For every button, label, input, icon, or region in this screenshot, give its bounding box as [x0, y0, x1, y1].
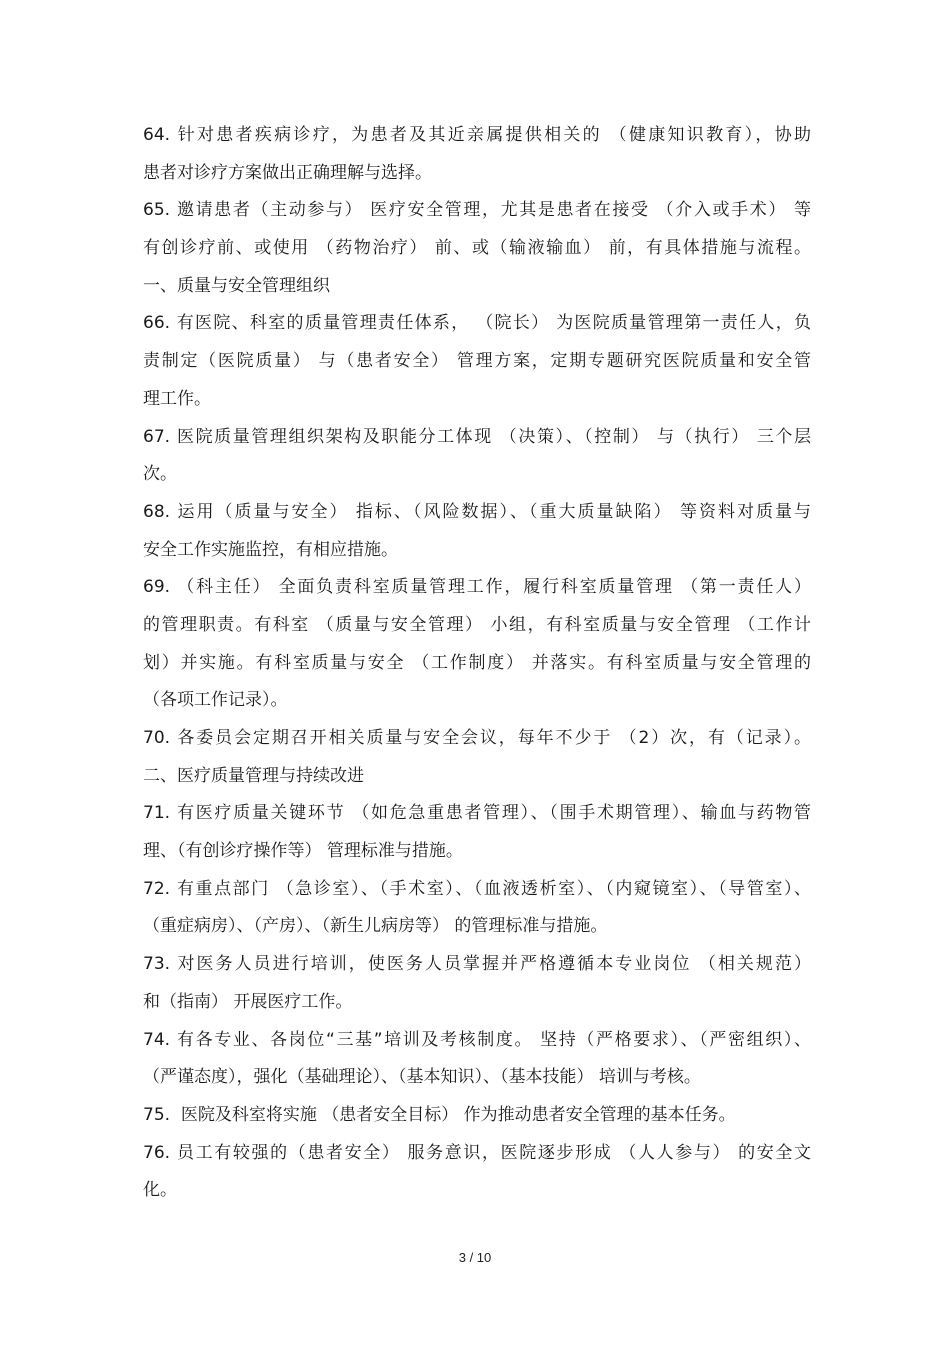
text-line: 74. 有各专业、各岗位“三基”培训及考核制度。 坚持（严格要求）、（严密组织）、 — [143, 1029, 811, 1050]
text-line: 责制定（医院质量） 与（患者安全） 管理方案，定期专题研究医院质量和安全管 — [143, 351, 811, 372]
text-line: 理、（有创诊疗操作等） 管理标准与措施。 — [143, 841, 463, 862]
text-line: 72. 有重点部门 （急诊室）、（手术室）、（血液透析室）、（内窥镜室）、（导管室）、 — [143, 878, 811, 899]
text-line: 69. （科主任） 全面负责科室质量管理工作，履行科室质量管理 （第一责任人） — [143, 577, 811, 598]
text-line: 71. 有医疗质量关键环节 （如危急重患者管理）、（围手术期管理）、输血与药物管 — [143, 803, 811, 824]
text-line: 划）并实施。有科室质量与安全 （工作制度） 并落实。有科室质量与安全管理的 — [143, 652, 811, 673]
text-line: 化。 — [143, 1180, 177, 1201]
text-line: （各项工作记录）。 — [143, 690, 288, 711]
text-line: 的管理职责。有科室 （质量与安全管理） 小组，有科室质量与安全管理 （工作计 — [143, 614, 811, 635]
text-line: 64. 针对患者疾病诊疗，为患者及其近亲属提供相关的 （健康知识教育），协助 — [143, 125, 811, 145]
text-line: 理工作。 — [143, 388, 211, 409]
text-line: 66. 有医院、科室的质量管理责任体系， （院长） 为医院质量管理第一责任人，负 — [143, 313, 811, 334]
text-line: （重症病房）、（产房）、（新生儿病房等） 的管理标准与措施。 — [143, 916, 608, 937]
text-line: 75. 医院及科室将实施 （患者安全目标） 作为推动患者安全管理的基本任务。 — [143, 1104, 736, 1125]
text-line: 和（指南） 开展医疗工作。 — [143, 991, 353, 1012]
text-line: 有创诊疗前、或使用 （药物治疗） 前、或（输液输血） 前，有具体措施与流程。 — [143, 238, 811, 259]
text-line: 68. 运用（质量与安全） 指标、（风险数据）、（重大质量缺陷） 等资料对质量与 — [143, 501, 811, 522]
page-number: 3 / 10 — [458, 1250, 492, 1265]
text-line: 一、质量与安全管理组织 — [143, 275, 330, 296]
text-line: 70. 各委员会定期召开相关质量与安全会议，每年不少于 （2）次，有（记录）。 — [143, 728, 811, 748]
document-body — [143, 117, 811, 1210]
text-line: （严谨态度），强化（基础理论）、（基本知识）、（基本技能） 培训与考核。 — [143, 1067, 701, 1088]
text-line: 65. 邀请患者（主动参与） 医疗安全管理，尤其是患者在接受 （介入或手术） 等 — [143, 200, 811, 221]
text-line: 67. 医院质量管理组织架构及职能分工体现 （决策）、（控制） 与（执行） 三个层 — [143, 426, 811, 447]
text-line: 安全工作实施监控，有相应措施。 — [143, 539, 398, 560]
text-line: 76. 员工有较强的（患者安全） 服务意识，医院逐步形成 （人人参与） 的安全文 — [143, 1142, 811, 1163]
text-line: 患者对诊疗方案做出正确理解与选择。 — [143, 162, 432, 183]
text-line: 次。 — [143, 464, 177, 485]
text-line: 73. 对医务人员进行培训，使医务人员掌握并严格遵循本专业岗位 （相关规范） — [143, 954, 811, 975]
text-line: 二、医疗质量管理与持续改进 — [143, 765, 364, 786]
